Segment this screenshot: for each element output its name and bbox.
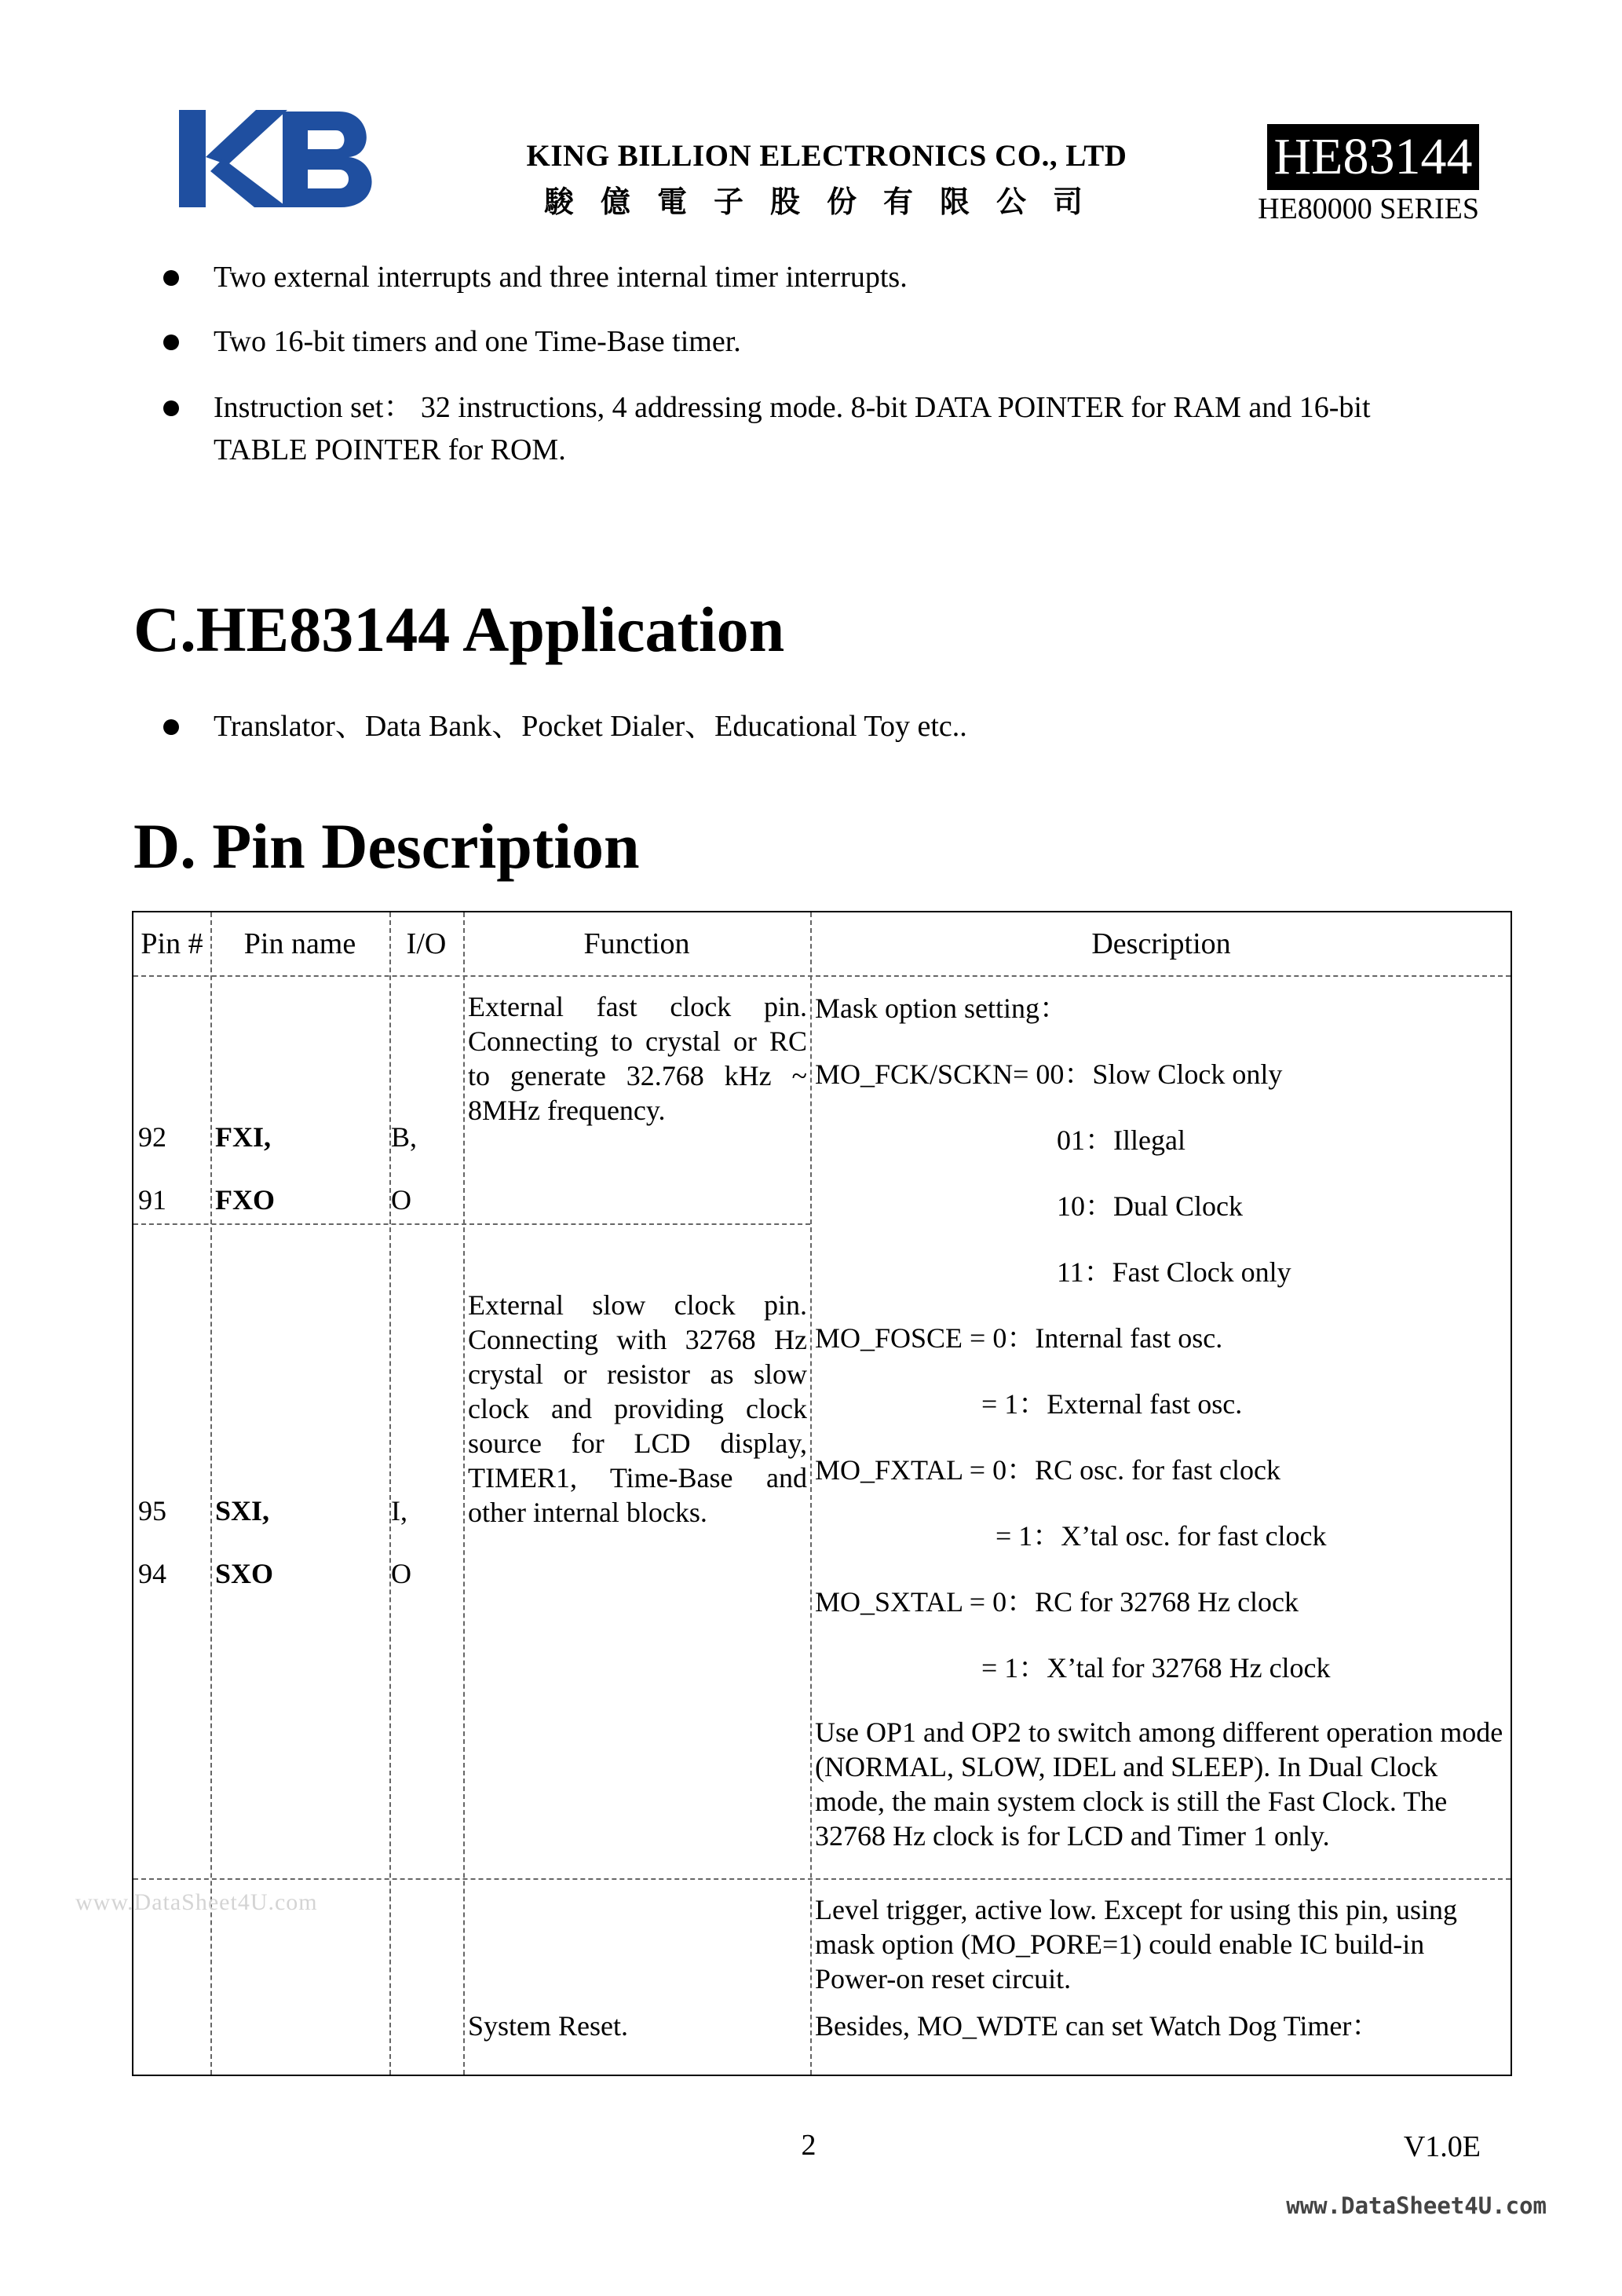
company-name-en: KING BILLION ELECTRONICS CO., LTD — [526, 139, 1127, 173]
bullet-icon — [163, 400, 179, 416]
bullet-icon — [163, 335, 179, 350]
company-logo — [179, 104, 385, 214]
pin-function: External fast clock pin. Connecting to crystal or RC to generate 32.768 kHz ~ 8MHz frequency. — [468, 991, 807, 1126]
version-label: V1.0E — [1403, 2130, 1481, 2163]
application-heading: C.HE83144 Application — [133, 594, 785, 665]
feature-item — [163, 256, 1451, 298]
description-line: = 1：X’tal osc. for fast clock — [995, 1520, 1327, 1552]
pin-io: O — [391, 1558, 411, 1589]
pin-description-table — [132, 911, 1512, 2076]
series-label: HE80000 SERIES — [1258, 192, 1479, 225]
pin-name: SXI, — [215, 1495, 270, 1526]
description-line: 10：Dual Clock — [1057, 1190, 1243, 1222]
pin-number: 91 — [138, 1184, 166, 1216]
column-header-io: I/O — [406, 927, 447, 960]
feature-item — [163, 320, 1451, 363]
column-header-pin: Pin # — [141, 927, 203, 960]
application-text: Translator、Data Bank、Pocket Dialer、Educational Toy etc.. — [214, 710, 967, 743]
pin-description-heading: D. Pin Description — [133, 810, 640, 882]
description-line: Mask option setting： — [815, 993, 1068, 1024]
reset-description: Level trigger, active low. Except for using this pin, using mask option (MO_PORE=1) could enable IC build-in Power-on reset circuit. — [815, 1894, 1458, 1994]
bullet-icon — [163, 270, 179, 286]
pin-io: I, — [391, 1495, 407, 1526]
pin-number: 92 — [138, 1121, 166, 1153]
clock-mode-note: Use OP1 and OP2 to switch among different operation mode (NORMAL, SLOW, IDEL and SLEEP). In Dual Clock mode, the main system clock is still the Fast Clock. The 32768 Hz clock is for LCD and Timer 1 only. — [815, 1717, 1503, 1852]
watermark-text: www.DataSheet4U.com — [75, 1889, 318, 1915]
description-line: MO_FCK/SCKN= 00：Slow Clock only — [815, 1058, 1283, 1090]
column-header-function: Function — [583, 927, 690, 960]
pin-io: O — [391, 1184, 411, 1216]
feature-item — [163, 386, 1451, 471]
description-line: MO_FXTAL = 0：RC osc. for fast clock — [815, 1454, 1281, 1486]
footer-url: www.DataSheet4U.com — [1286, 2192, 1547, 2219]
feature-text: Two external interrupts and three internal timer interrupts. — [214, 261, 908, 294]
bullet-icon — [163, 719, 179, 735]
feature-text: Two 16-bit timers and one Time-Base timer. — [214, 325, 741, 358]
pin-function: System Reset. — [468, 2010, 628, 2042]
description-line: MO_SXTAL = 0：RC for 32768 Hz clock — [815, 1586, 1299, 1618]
pin-name: FXO — [215, 1184, 275, 1216]
description-line: = 1：External fast osc. — [981, 1388, 1243, 1420]
pin-io: B, — [391, 1121, 418, 1153]
description-line: MO_FOSCE = 0：Internal fast osc. — [815, 1322, 1223, 1354]
company-name-zh: 駿億電子股份有限公司 — [543, 186, 1109, 219]
description-line: = 1：X’tal for 32768 Hz clock — [981, 1652, 1331, 1684]
pin-number: 94 — [138, 1558, 166, 1589]
column-header-pin-name: Pin name — [243, 927, 356, 960]
feature-text: Instruction set： 32 instructions, 4 addressing mode. 8-bit DATA POINTER for RAM and 16-bit TABLE POINTER for ROM. — [214, 391, 1371, 466]
pin-number: 95 — [138, 1495, 166, 1526]
pin-name: SXO — [215, 1558, 274, 1589]
description-line: 11：Fast Clock only — [1057, 1256, 1291, 1288]
reset-description-2: Besides, MO_WDTE can set Watch Dog Timer： — [815, 2010, 1380, 2042]
pin-function: External slow clock pin. Connecting with 32768 Hz crystal or resistor as slow clock and providing clock source for LCD display, TIMER1, Time-Base and other internal blocks. — [468, 1289, 807, 1528]
page-number: 2 — [801, 2129, 816, 2162]
application-item — [163, 705, 1451, 748]
column-header-description: Description — [1091, 927, 1231, 960]
pin-name: FXI, — [215, 1121, 271, 1153]
part-number-badge: HE83144 — [1267, 124, 1479, 190]
description-line: 01：Illegal — [1057, 1124, 1185, 1156]
